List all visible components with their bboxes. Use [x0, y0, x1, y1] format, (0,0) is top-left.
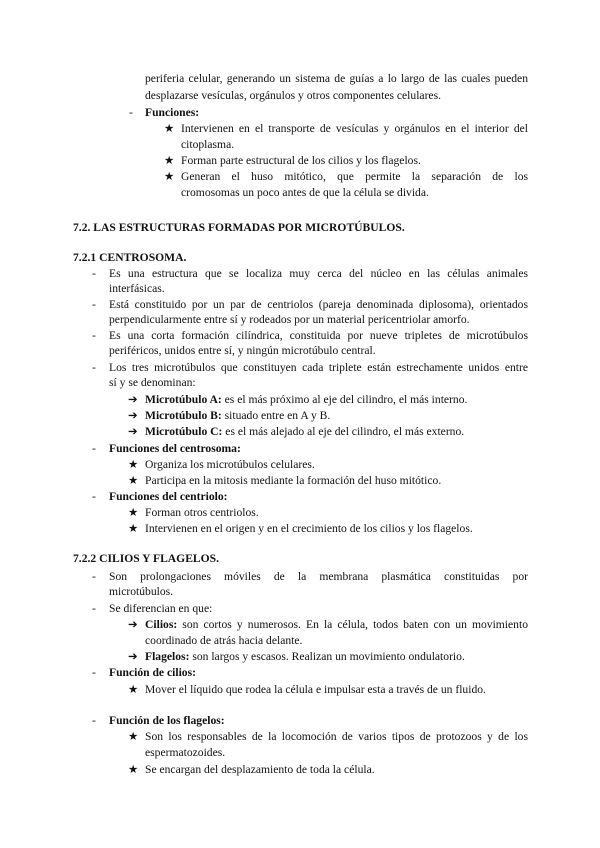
star-icon: ★: [164, 154, 175, 167]
funcion-item-2: Forman parte estructural de los cilios y los flagelos.: [181, 154, 421, 167]
arrow-icon: ➔: [128, 393, 138, 406]
microtubulo-c: Microtúbulo C: es el más alejado al eje del cilindro, el más externo.: [145, 425, 465, 438]
microtubulo-b: Microtúbulo B: situado entre en A y B.: [145, 409, 331, 422]
cilios-b2: Se diferencian en que:: [109, 602, 213, 615]
funcion-item-3-line-2: cromosomas un poco antes de que la célula se divida.: [181, 186, 429, 199]
centrosoma-b2-line-1: Está constituido por un par de centriolos (pareja denominada diplosoma), orientados: [109, 298, 528, 311]
centrosoma-b4-line-1: Los tres microtúbulos que constituyen cada triplete están estrechamente unidos entre: [109, 361, 528, 374]
centrosoma-b1-line-1: Es una estructura que se localiza muy cerca del núcleo en las células animales: [109, 267, 528, 280]
microtubulo-a: Microtúbulo A: es el más próximo al eje del cilindro, el más interno.: [145, 393, 468, 406]
flagelos-item: Flagelos: son largos y escasos. Realizan un movimiento ondulatorio.: [145, 650, 465, 663]
star-icon: ★: [128, 458, 139, 471]
dash-marker: -: [129, 106, 133, 119]
cilios-b1-line-1: Son prolongaciones móviles de la membrana plasmática constituidas por: [109, 570, 528, 583]
dash-marker: -: [92, 490, 96, 503]
func-centrosoma-item-1: Organiza los microtúbulos celulares.: [145, 458, 315, 471]
func-cilios-item-1: Mover el líquido que rodea la célula e impulsar esta a través de un fluido.: [145, 683, 486, 696]
star-icon: ★: [128, 683, 139, 696]
dash-marker: -: [92, 361, 96, 374]
intro-line-2: desplazarse vesículas, orgánulos y otros componentes celulares.: [145, 89, 441, 102]
arrow-icon: ➔: [128, 425, 138, 438]
funciones-centriolo-heading: Funciones del centriolo:: [109, 490, 228, 503]
funcion-item-1-line-2: citoplasma.: [181, 138, 235, 151]
func-flagelos-item-1-line-2: espermatozoides.: [145, 746, 226, 759]
section-title: 7.2. LAS ESTRUCTURAS FORMADAS POR MICROTÚBULOS.: [73, 221, 405, 234]
dash-marker: -: [92, 602, 96, 615]
func-centrosoma-item-2: Participa en la mitosis mediante la formación del huso mitótico.: [145, 474, 442, 487]
intro-line-1: periferia celular, generando un sistema de guías a lo largo de las cuales pueden: [145, 72, 528, 85]
cilios-b1-line-2: microtúbulos.: [109, 585, 174, 598]
dash-marker: -: [92, 570, 96, 583]
centrosoma-title: 7.2.1 CENTROSOMA.: [73, 251, 187, 264]
star-icon: ★: [128, 763, 139, 776]
func-flagelos-item-2: Se encargan del desplazamiento de toda la célula.: [145, 763, 375, 776]
funcion-flagelos-heading: Función de los flagelos:: [109, 714, 225, 727]
arrow-icon: ➔: [128, 409, 138, 422]
star-icon: ★: [128, 474, 139, 487]
centrosoma-b3-line-2: periféricos, unidos entre sí, y ningún microtúbulo central.: [109, 344, 376, 357]
arrow-icon: ➔: [128, 618, 138, 631]
star-icon: ★: [164, 122, 175, 135]
funcion-item-1-line-1: Intervienen en el transporte de vesículas y orgánulos en el interior del: [181, 122, 528, 135]
dash-marker: -: [92, 329, 96, 342]
centrosoma-b1-line-2: interfásicas.: [109, 282, 165, 295]
funcion-cilios-heading: Función de cilios:: [109, 666, 196, 679]
dash-marker: -: [92, 442, 96, 455]
func-centriolo-item-2: Intervienen en el origen y en el crecimiento de los cilios y los flagelos.: [145, 522, 473, 535]
arrow-icon: ➔: [128, 650, 138, 663]
dash-marker: -: [92, 714, 96, 727]
star-icon: ★: [128, 522, 139, 535]
cilios-title: 7.2.2 CILIOS Y FLAGELOS.: [73, 552, 220, 565]
dash-marker: -: [92, 267, 96, 280]
star-icon: ★: [128, 506, 139, 519]
centrosoma-b2-line-2: perpendicularmente entre sí y rodeados por un material pericentriolar amorfo.: [109, 313, 470, 326]
star-icon: ★: [128, 730, 139, 743]
funciones-centrosoma-heading: Funciones del centrosoma:: [109, 442, 241, 455]
centrosoma-b3-line-1: Es una corta formación cilíndrica, constituida por nueve tripletes de microtúbulos: [109, 329, 528, 342]
func-centriolo-item-1: Forman otros centriolos.: [145, 506, 259, 519]
dash-marker: -: [92, 666, 96, 679]
funcion-item-3-line-1: Generan el huso mitótico, que permite la separación de los: [181, 170, 528, 183]
cilios-arrow-1-line-2: coordinado de atrás hacia delante.: [145, 634, 303, 647]
func-flagelos-item-1-line-1: Son los responsables de la locomoción de varios tipos de protozoos y de los: [145, 730, 528, 743]
star-icon: ★: [164, 170, 175, 183]
cilios-arrow-1-line-1: Cilios: son cortos y numerosos. En la célula, todos baten con un movimiento: [145, 618, 528, 631]
funciones-heading: Funciones:: [145, 106, 200, 119]
centrosoma-b4-line-2: sí y se denominan:: [109, 376, 196, 389]
dash-marker: -: [92, 298, 96, 311]
